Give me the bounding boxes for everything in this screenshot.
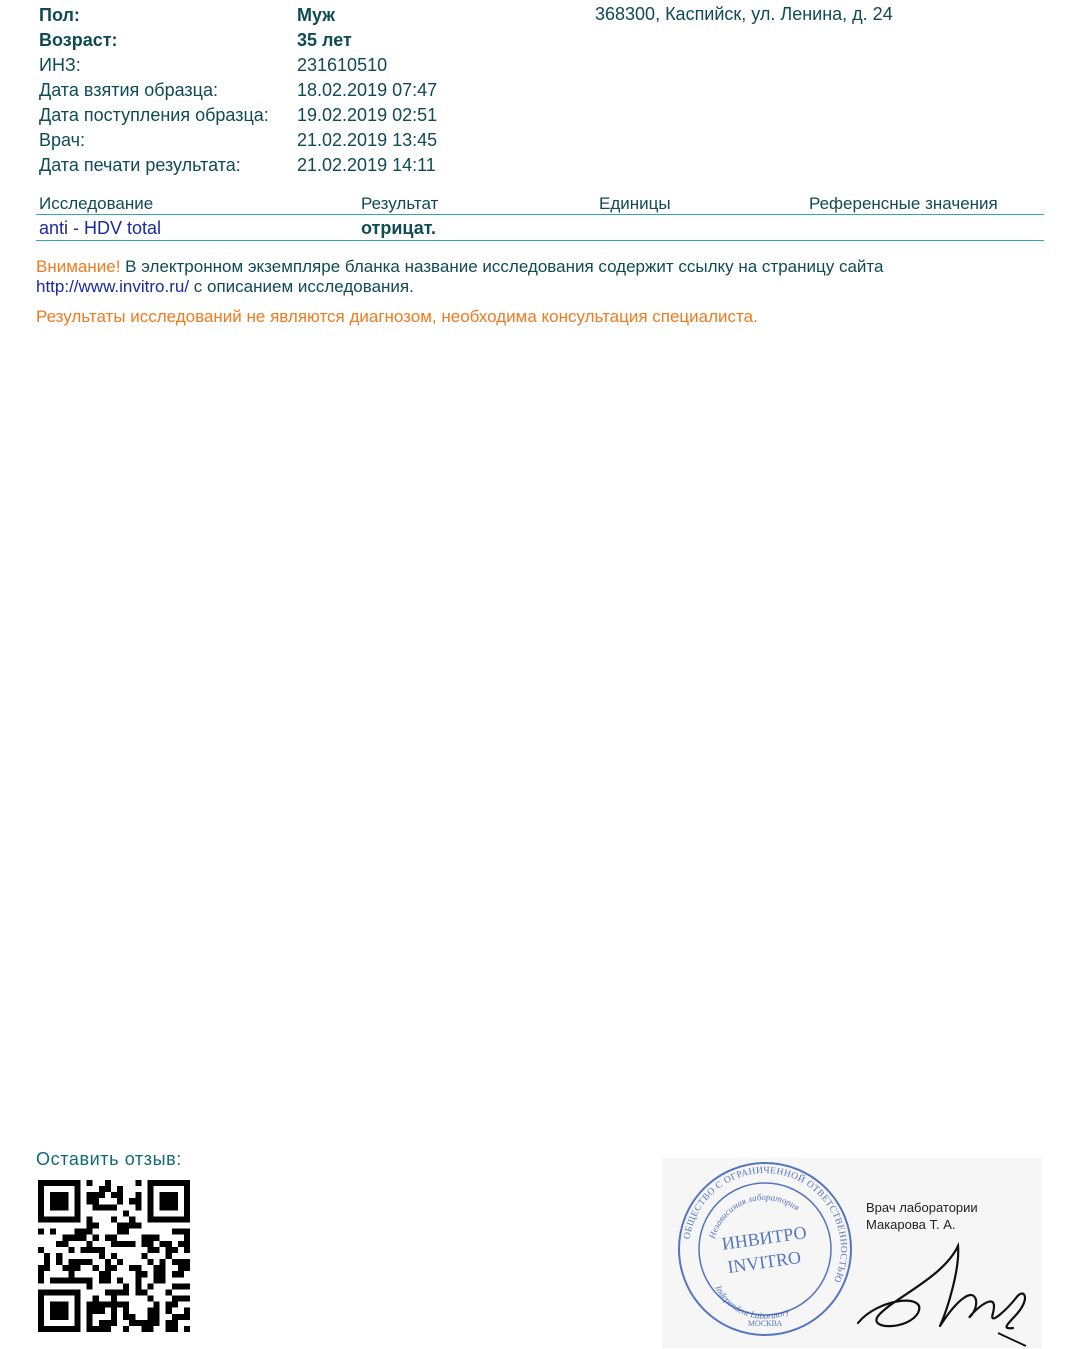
table-row-divider — [36, 240, 1044, 241]
print-date-label: Дата печати результата: — [39, 155, 241, 175]
header-reference: Референсные значения — [809, 194, 998, 213]
doctor-title: Врач лаборатории — [866, 1200, 978, 1215]
disclaimer: Результаты исследований не являются диагнозом, необходима консультация специалиста. — [36, 307, 758, 326]
stamp-outer-text: ОБЩЕСТВО С ОГРАНИЧЕННОЙ ОТВЕТСТВЕННОСТЬЮ — [682, 1165, 849, 1284]
receipt-date-value: 19.02.2019 02:51 — [297, 105, 438, 125]
age-label: Возраст: — [39, 30, 118, 50]
test-name-link[interactable]: anti - HDV total — [39, 218, 162, 238]
gender-label: Пол: — [39, 5, 80, 25]
print-date-value: 21.02.2019 14:11 — [297, 155, 436, 175]
stamp-inner-bottom-text: Independent Laboratory — [713, 1283, 791, 1322]
site-text: с описанием исследования. — [189, 277, 414, 296]
sample-date-value: 18.02.2019 07:47 — [297, 80, 438, 100]
feedback-qr-code[interactable] — [38, 1180, 190, 1332]
receipt-date-label: Дата поступления образца: — [39, 105, 269, 125]
patient-address: 368300, Каспийск, ул. Ленина, д. 24 — [595, 4, 893, 24]
stamp-inner-top-text: Независимая лаборатория — [706, 1191, 802, 1240]
site-link[interactable]: http://www.invitro.ru/ — [36, 277, 190, 296]
header-units: Единицы — [599, 194, 671, 213]
stamp-name-en: INVITRO — [726, 1247, 803, 1278]
doctor-name: Макарова Т. А. — [866, 1217, 956, 1232]
attention-note — [36, 257, 883, 277]
laboratory-stamp — [676, 1160, 854, 1338]
doctor-label: Врач: — [39, 130, 86, 150]
stamp-city: МОСКВА — [747, 1319, 783, 1328]
test-result: отрицат. — [361, 218, 436, 238]
gender-value: Муж — [297, 5, 335, 25]
svg-text:Independent Laboratory — [713, 1283, 791, 1321]
header-result: Результат — [361, 194, 439, 213]
feedback-label: Оставить отзыв: — [36, 1149, 182, 1169]
doctor-signature — [848, 1238, 1038, 1348]
stamp-name-ru: ИНВИТРО — [720, 1222, 808, 1254]
attention-word: Внимание! — [36, 257, 121, 276]
doctor-value: 21.02.2019 13:45 — [297, 130, 438, 150]
table-header-divider — [36, 214, 1044, 215]
header-test: Исследование — [39, 194, 154, 213]
attention-text: В электронном экземпляре бланка название исследования содержит ссылку на страницу сайта — [120, 257, 884, 276]
age-value: 35 лет — [297, 30, 352, 50]
site-note — [36, 277, 414, 297]
sample-date-label: Дата взятия образца: — [39, 80, 218, 100]
inz-label: ИНЗ: — [39, 55, 81, 75]
inz-value: 231610510 — [297, 55, 388, 75]
